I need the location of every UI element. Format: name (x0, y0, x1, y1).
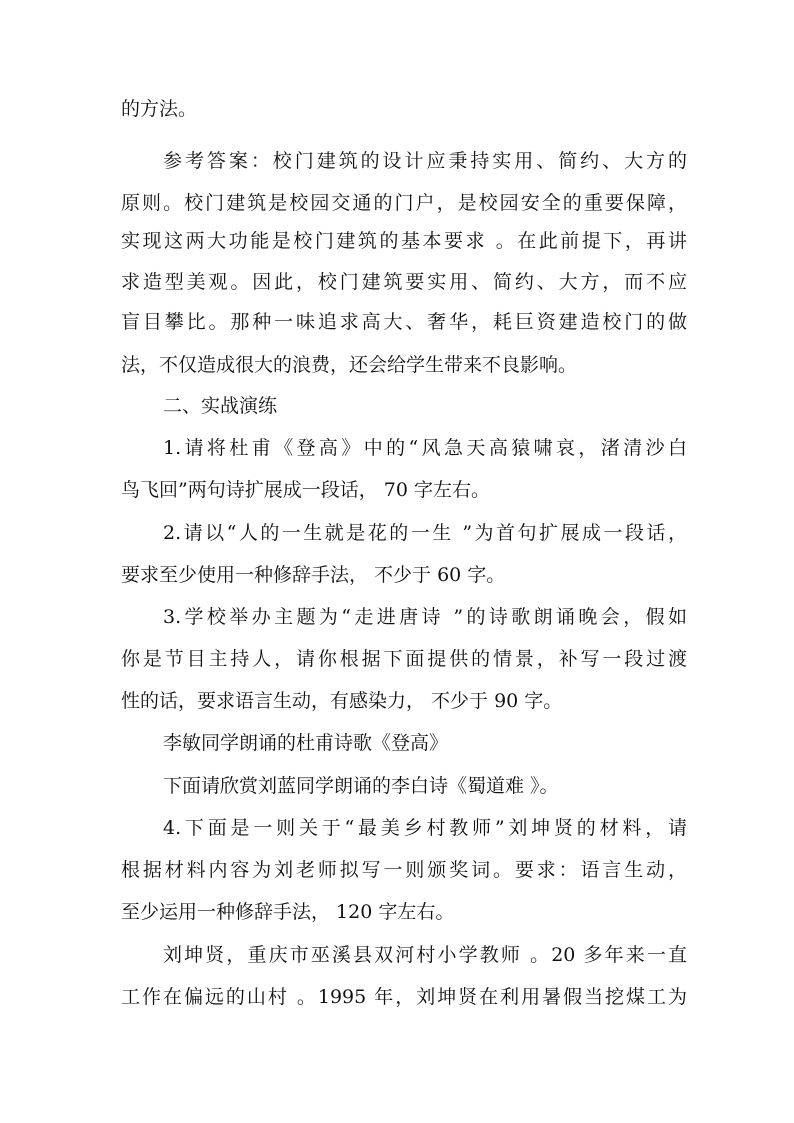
text-line: 刘坤贤，重庆市巫溪县双河村小学教师 。20 多年来一直 (163, 944, 687, 966)
text-line: 要求至少使用一种修辞手法， 不少于 60 字。 (121, 564, 506, 586)
text-line: 4.下面是一则关于“最美乡村教师”刘坤贤的材料，请 (163, 817, 687, 839)
text-line: 3.学校举办主题为“走进唐诗 ”的诗歌朗诵晚会，假如 (163, 606, 687, 628)
text-line: 下面请欣赏刘蓝同学朗诵的李白诗《蜀道难 》。 (163, 775, 559, 797)
text-line: 参考答案：校门建筑的设计应秉持实用、简约、大方的 (163, 150, 687, 172)
text-line: 求造型美观。因此，校门建筑要实用、简约、大方，而不应 (121, 271, 687, 293)
text-line: 性的话，要求语言生动，有感染力， 不少于 90 字。 (121, 690, 563, 712)
text-line: 原则。校门建筑是校园交通的门户，是校园安全的重要保障， (121, 192, 687, 214)
text-line: 鸟飞回”两句诗扩展成一段话， 70 字左右。 (121, 479, 490, 501)
text-line: 的方法。 (121, 98, 198, 120)
text-line: 李敏同学朗诵的杜甫诗歌《登高》 (163, 732, 449, 754)
section-heading: 二、实战演练 (163, 395, 278, 417)
text-line: 2.请以“人的一生就是花的一生 ”为首句扩展成一段话， (163, 522, 687, 544)
text-line: 你是节目主持人，请你根据下面提供的情景，补写一段过渡 (121, 648, 687, 670)
text-line: 根据材料内容为刘老师拟写一则颁奖词。要求：语言生动， (121, 859, 687, 881)
text-line: 1.请将杜甫《登高》中的“风急天高猿啸哀，渚清沙白 (163, 437, 687, 459)
text-line: 法，不仅造成很大的浪费，还会给学生带来不良影响。 (121, 354, 578, 376)
text-line: 工作在偏远的山村 。1995 年，刘坤贤在利用暑假当挖煤工为 (121, 986, 687, 1008)
text-line: 至少运用一种修辞手法， 120 字左右。 (121, 901, 455, 923)
text-line: 盲目攀比。那种一味追求高大、奢华，耗巨资建造校门的做 (121, 311, 687, 333)
text-line: 实现这两大功能是校门建筑的基本要求 。在此前提下，再讲 (121, 230, 687, 252)
